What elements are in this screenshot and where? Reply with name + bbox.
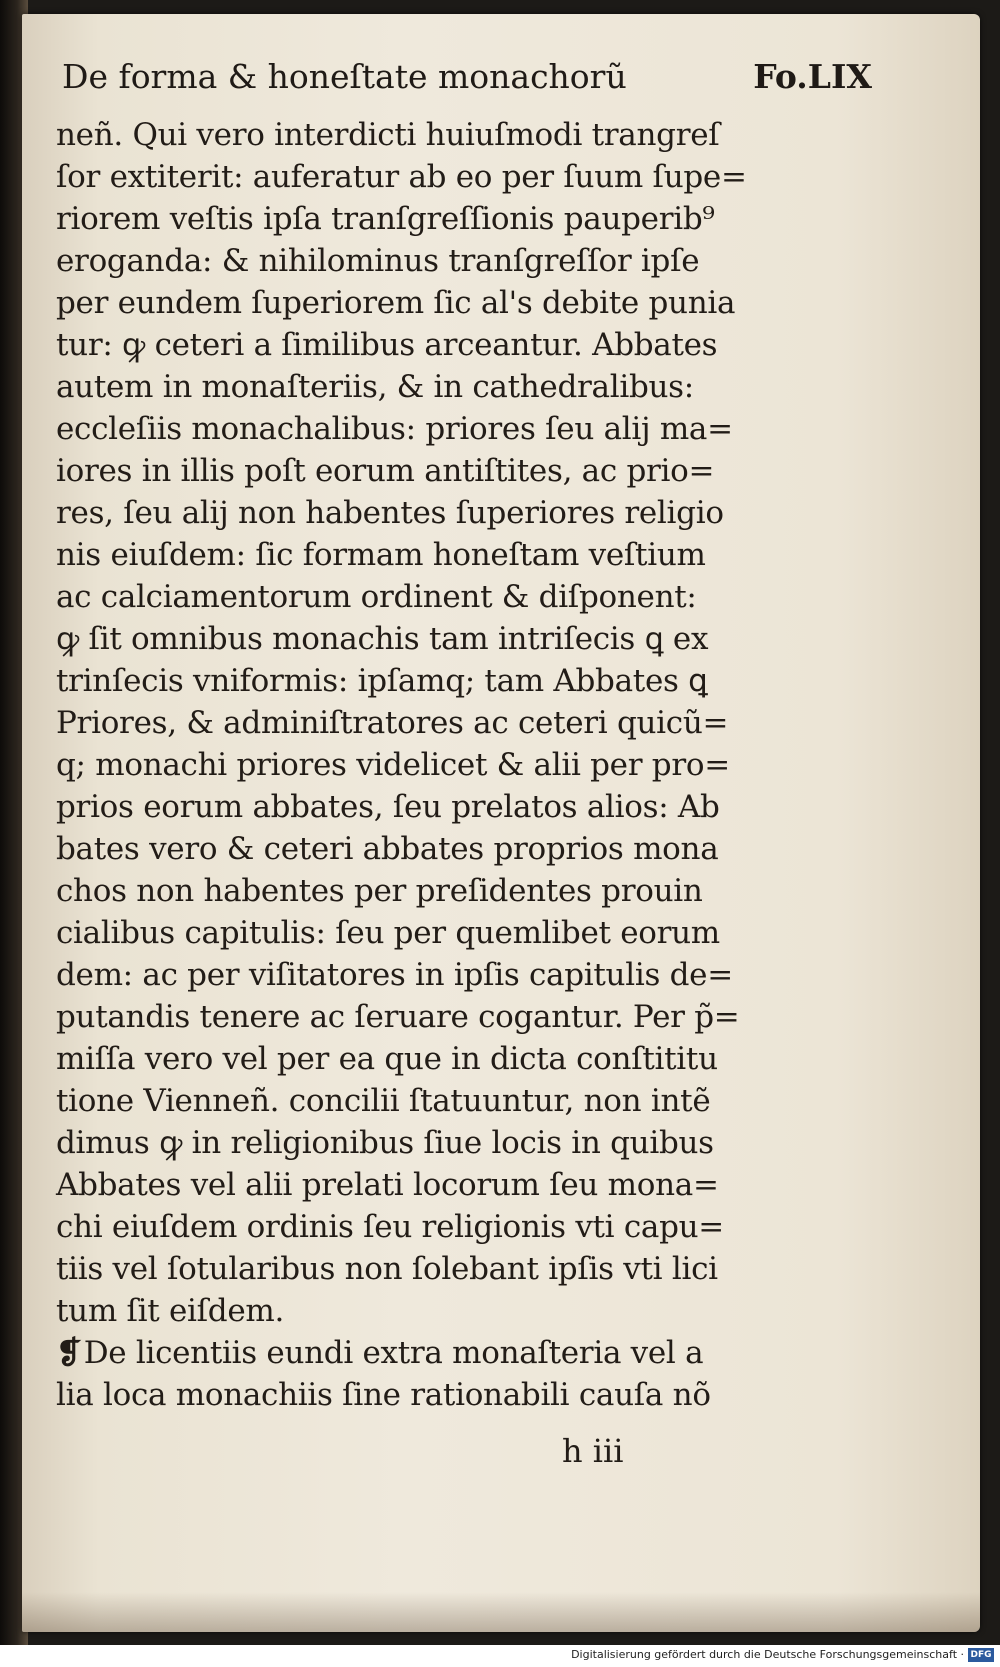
running-header: [62, 52, 872, 102]
text-line: eccleſiis monachalibus: priores ſeu alij ma=: [56, 411, 733, 447]
text-line: dimus ꝙ in religionibus ſiue locis in quibus: [56, 1125, 714, 1161]
text-line: dem: ac per viſitatores in ipſis capitulis de=: [56, 957, 733, 993]
library-stamp: [28, 26, 118, 44]
text-line: eroganda: & nihilominus tranſgreſſor ipſe: [56, 243, 700, 279]
text-line: lia loca monachiis ſine rationabili cauſa nõ: [56, 1377, 711, 1413]
text-line: autem in monaſteriis, & in cathedralibus:: [56, 369, 694, 405]
text-line: ꝙ ſit omnibus monachis tam intriſecis ꝗ ex: [56, 621, 709, 657]
paragraph-mark: ❡: [56, 1335, 82, 1371]
text-line: Abbates vel alii prelati locorum ſeu mona=: [56, 1167, 719, 1203]
text-line: tum ſit eiſdem.: [56, 1293, 285, 1329]
text-line: tiis vel ſotularibus non ſolebant ipſis vti lici: [56, 1251, 718, 1287]
text-line: tur: ꝙ ceteri a ſimilibus arceantur. Abbates: [56, 327, 718, 363]
text-line: riorem veſtis ipſa tranſgreſſionis pauperib⁹: [56, 201, 715, 237]
text-line: neñ. Qui vero interdicti huiuſmodi trangreſ: [56, 117, 720, 153]
text-line: chi eiuſdem ordinis ſeu religionis vti capu=: [56, 1209, 724, 1245]
text-line: bates vero & ceteri abbates proprios mona: [56, 831, 719, 867]
text-line: q; monachi priores videlicet & alii per pro=: [56, 747, 730, 783]
text-line: ac calciamentorum ordinent & diſponent:: [56, 579, 697, 615]
footer-bar: [0, 1645, 1000, 1667]
text-line: nis eiuſdem: ſic formam honeſtam veſtium: [56, 537, 706, 573]
text-line: miſſa vero vel per ea que in dicta conſtititu: [56, 1041, 718, 1077]
text-line-content: De licentiis eundi extra monaſteria vel a: [83, 1335, 704, 1371]
text-line: res, ſeu alij non habentes ſuperiores religio: [56, 495, 724, 531]
text-line: [56, 1332, 776, 1374]
text-line: tione Vienneñ. concilii ſtatuuntur, non intẽ: [56, 1083, 711, 1119]
running-title: De forma & honeſtate monachorũ: [62, 57, 627, 96]
text-line: iores in illis poſt eorum antiſtites, ac prio=: [56, 453, 715, 489]
signature-mark: h iii: [562, 1432, 624, 1470]
funding-credit: Digitalisierung gefördert durch die Deutsche Forschungsgemeinschaft ·: [571, 1648, 964, 1661]
body-text: [56, 114, 776, 1416]
text-line: cialibus capitulis: ſeu per quemlibet eorum: [56, 915, 720, 951]
book-page: [22, 14, 980, 1632]
folio-number: Fo.LIX: [753, 57, 872, 96]
text-line: Priores, & adminiſtratores ac ceteri quicũ=: [56, 705, 729, 741]
text-line: per eundem ſuperiorem ſic al's debite punia: [56, 285, 736, 321]
text-line: putandis tenere ac ſeruare cogantur. Per p̃=: [56, 999, 740, 1035]
text-line: prios eorum abbates, ſeu prelatos alios: Ab: [56, 789, 720, 825]
dfg-logo: DFG: [968, 1648, 994, 1662]
text-line: chos non habentes per preſidentes prouin: [56, 873, 703, 909]
text-line: ſor extiterit: auferatur ab eo per ſuum ſupe=: [56, 159, 747, 195]
text-line: trinſecis vniformis: ipſamq; tam Abbates ꝗ: [56, 663, 708, 699]
